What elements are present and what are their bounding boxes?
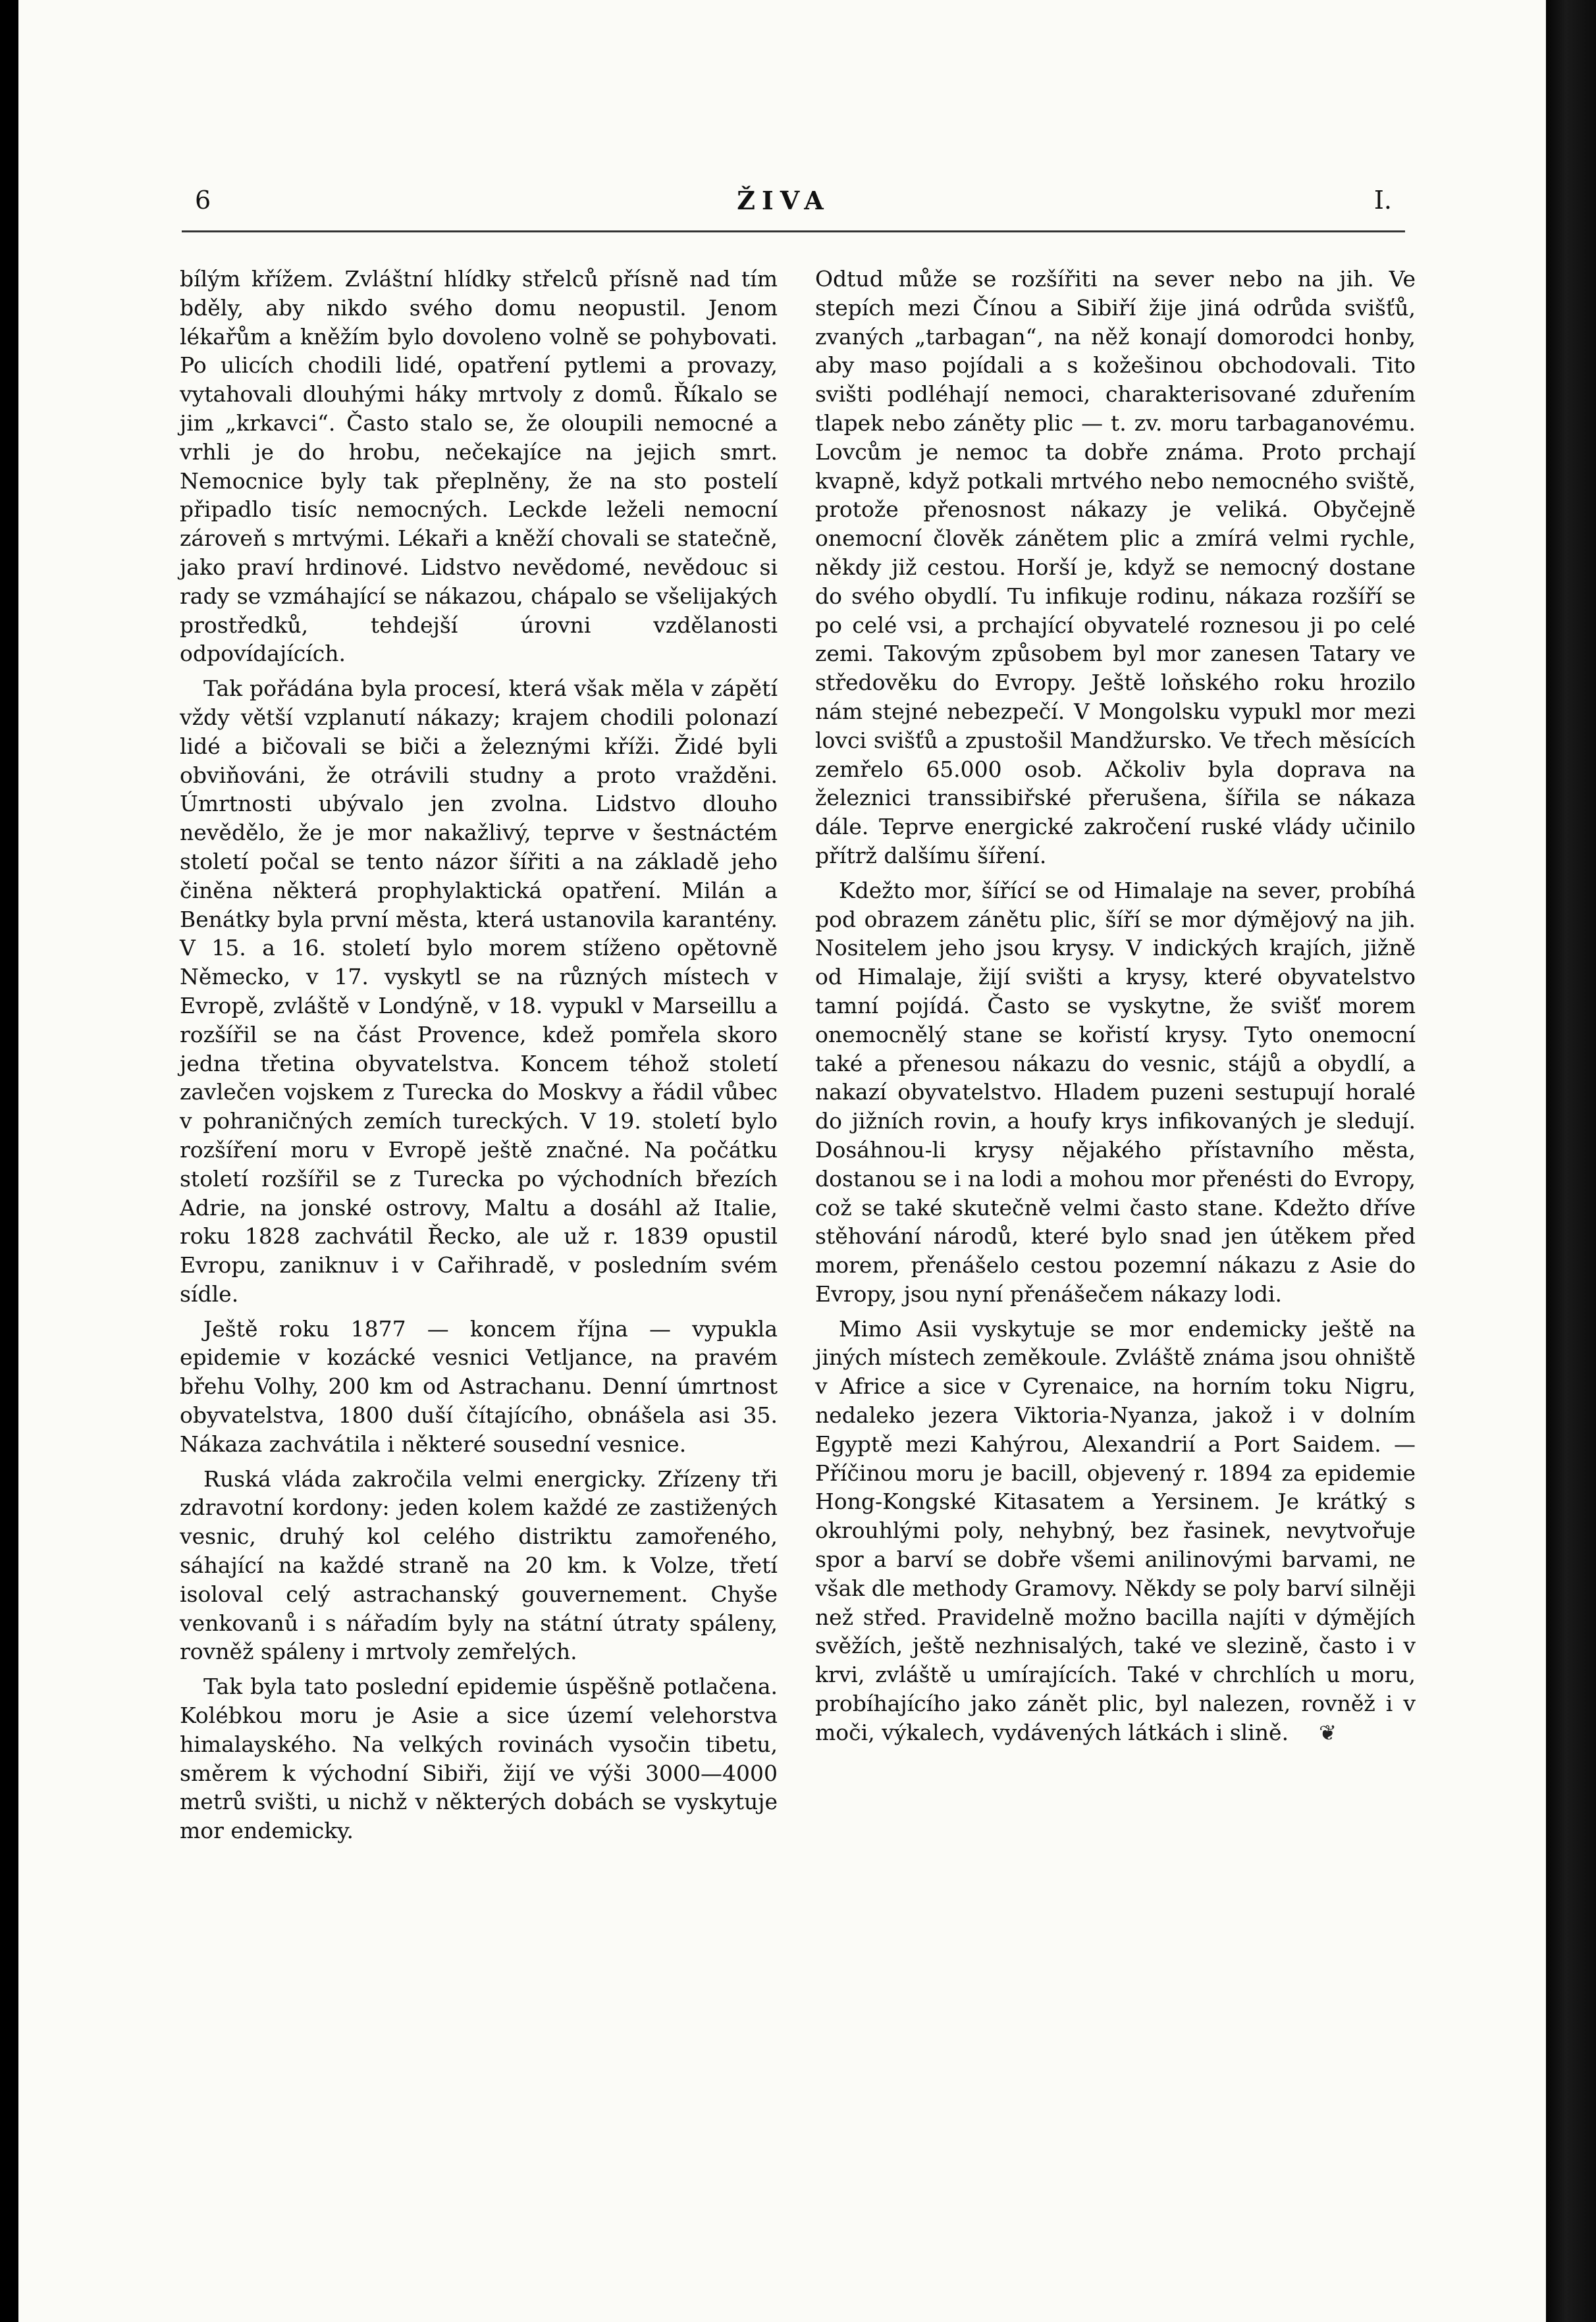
paragraph: Odtud může se rozšířiti na sever nebo na jih. Ve stepích mezi Čínou a Sibiří žije jiná odrůda svišťů, zvaných „tarbagan“, na něž konají domorodci honby, aby maso pojídali a s kožešinou obchodovali. Tito svišti podléhají nemoci, charakterisované zduřením tlapek nebo záněty plic — t. zv. moru tarbaganovému. Lovcům je nemoc ta dobře známa. Proto prchají kvapně, když potkali mrtvého nebo nemocného sviště, protože přenosnost nákazy je veliká. Obyčejně onemocní člověk zánětem plic a zmírá velmi rychle, někdy již cestou. Horší je, když se nemocný dostane do svého obydlí. Tu infikuje rodinu, nákaza rozšíří se po celé vsi, a prchající obyvatelé roznesou ji po celé zemi. Takovým způsobem byl mor zanesen Tatary ve středověku do Evropy. Ještě loňského roku hrozilo nám stejné nebezpečí. V Mongolsku vypukl mor mezi lovci svišťů a zpustošil Mandžursko. Ve třech měsících zemřelo 65.000 osob. Ačkoliv byla doprava na železnici transsibiřské přerušena, šířila se nákaza dále. Teprve energické zakročení ruské vlády učinilo přítrž dalšímu šíření.: [815, 266, 1416, 868]
header-rule: [182, 230, 1405, 232]
paragraph: bílým křížem. Zvláštní hlídky střelců přísně nad tím bděly, aby nikdo svého domu neopustil. Jenom lékařům a kněžím bylo dovoleno volně se pohybovati. Po ulicích chodili lidé, opatření pytlemi a provazy, vytahovali dlouhými háky mrtvoly z domů. Říkalo se jim „krkavci“. Často stalo se, že oloupili nemocné a vrhli je do hrobu, nečekajíce na jejich smrt. Nemocnice byly tak přeplněny, že na sto postelí připadlo tisíc nemocných. Leckde leželi nemocní zároveň s mrtvými. Lékaři a kněží chovali se statečně, jako praví hrdinové. Lidstvo nevědomé, nevědouc si rady se vzmáhající se nákazou, chápalo se všelijakých prostředků, tehdejší úrovni vzdělanosti odpovídajících.: [180, 266, 778, 667]
paragraph: Kdežto mor, šířící se od Himalaje na sever, probíhá pod obrazem zánětu plic, šíří se mor dýmějový na jih. Nositelem jeho jsou krysy. V indických krajích, jižně od Himalaje, žijí svišti a krysy, které obyvatelstvo tamní pojídá. Často se vyskytne, že svišť morem onemocnělý stane se kořistí krysy. Tyto onemocní také a přenesou nákazu do vesnic, stájů a obydlí, a nakazí obyvatelstvo. Hladem puzeni sestupují horalé do jižních rovin, a houfy krys infikovaných je sledují. Dosáhnou-li krysy nějakého přístavního města, dostanou se i na lodi a mohou mor přenésti do Evropy, což se také skutečně velmi často stane. Kdežto dříve stěhování národů, které bylo snad jen útěkem před morem, přenášelo cestou pozemní nákazu z Asie do Evropy, jsou nyní přenášečem nákazy lodi.: [815, 877, 1416, 1307]
paragraph: Ruská vláda zakročila velmi energicky. Zřízeny tři zdravotní kordony: jeden kolem každé ze zastižených vesnic, druhý kol celého distriktu zamořeného, sáhající na každé straně na 20 km. k Volze, třetí isoloval celý astrachanský gouvernement. Chyše venkovanů i s nářadím byly na státní útraty spáleny, rovněž spáleny i mrtvoly zemřelých.: [180, 1465, 778, 1665]
paragraph: Ještě roku 1877 — koncem října — vypukla epidemie v kozácké vesnici Vetljance, na pravém břehu Volhy, 200 km od Astrachanu. Denní úmrtnost obyvatelstva, 1800 duší čítajícího, obnášela asi 35. Nákaza zachvátila i některé sousední vesnice.: [180, 1315, 778, 1457]
right-column: [815, 265, 1416, 1748]
paragraph: Tak byla tato poslední epidemie úspěšně potlačena. Kolébkou moru je Asie a sice území velehorstva himalayského. Na velkých rovinách vysočin tibetu, směrem k východní Sibiři, žijí ve výši 3000—4000 metrů svišti, u nichž v některých dobách se vyskytuje mor endemicky.: [180, 1674, 778, 1844]
scan-edge: [1546, 0, 1596, 2322]
end-of-article-icon: ❦: [1319, 1720, 1337, 1745]
journal-title: ŽIVA: [737, 186, 830, 215]
page-number: 6: [195, 186, 211, 215]
paragraph: Tak pořádána byla procesí, která však měla v zápětí vždy větší vzplanutí nákazy; krajem chodili polonazí lidé a bičovali se biči a železnými kříži. Židé byli obviňováni, že otrávili studny a proto vražděni. Úmrtnosti ubývalo jen zvolna. Lidstvo dlouho nevědělo, že je mor nakažlivý, teprve v šestnáctém století počal se tento názor šířiti a na základě jeho činěna některá prophylaktická opatření. Milán a Benátky byla první města, která ustanovila karantény. V 15. a 16. století bylo morem stíženo opětovně Německo, v 17. vyskytl se na různých místech v Evropě, zvláště v Londýně, v 18. vypukl v Marseillu a rozšířil se na část Provence, kdež pomřela skoro jedna třetina obyvatelstva. Koncem téhož století zavlečen vojskem z Turecka do Moskvy a řádil vůbec v pohraničných zemích tureckých. V 19. století bylo rozšíření moru v Evropě ještě značné. Na počátku století rozšířil se z Turecka po východních březích Adrie, na jonské ostrovy, Maltu a dosáhl až Italie, roku 1828 zachvátil Řecko, ale už r. 1839 opustil Evropu, zaniknuv i v Cařihradě, v posledním svém sídle.: [180, 675, 778, 1307]
paragraph-last: [815, 1315, 1416, 1748]
left-column: [180, 265, 778, 1845]
journal-page: [18, 0, 1546, 2322]
volume-number: I.: [1373, 186, 1392, 215]
paragraph-text: Mimo Asii vyskytuje se mor endemicky ještě na jiných místech zeměkoule. Zvláště známa jsou ohniště v Africe a sice v Cyrenaice, na horním toku Nigru, nedaleko jezera Viktoria-Nyanza, jakož i v dolním Egyptě mezi Kahýrou, Alexandrií a Port Saidem. — Příčinou moru je bacill, objevený r. 1894 za epidemie Hong-Kongské Kitasatem a Yersinem. Je krátký s okrouhlými poly, nehybný, bez řasinek, nevytvořuje spor a barví se dobře všemi anilinovými barvami, ne však dle methody Gramovy. Někdy se poly barví silněji než střed. Pravidelně možno bacilla najíti v dýmějích svěžích, ještě nezhnisalých, také ve slezině, často i v krvi, zvláště u umírajících. Také v chrchlích u moru, probíhajícího jako zánět plic, byl nalezen, rovněž i v moči, výkalech, vydávených látkách i slině.: [815, 1315, 1416, 1745]
page-header: [162, 186, 1405, 228]
